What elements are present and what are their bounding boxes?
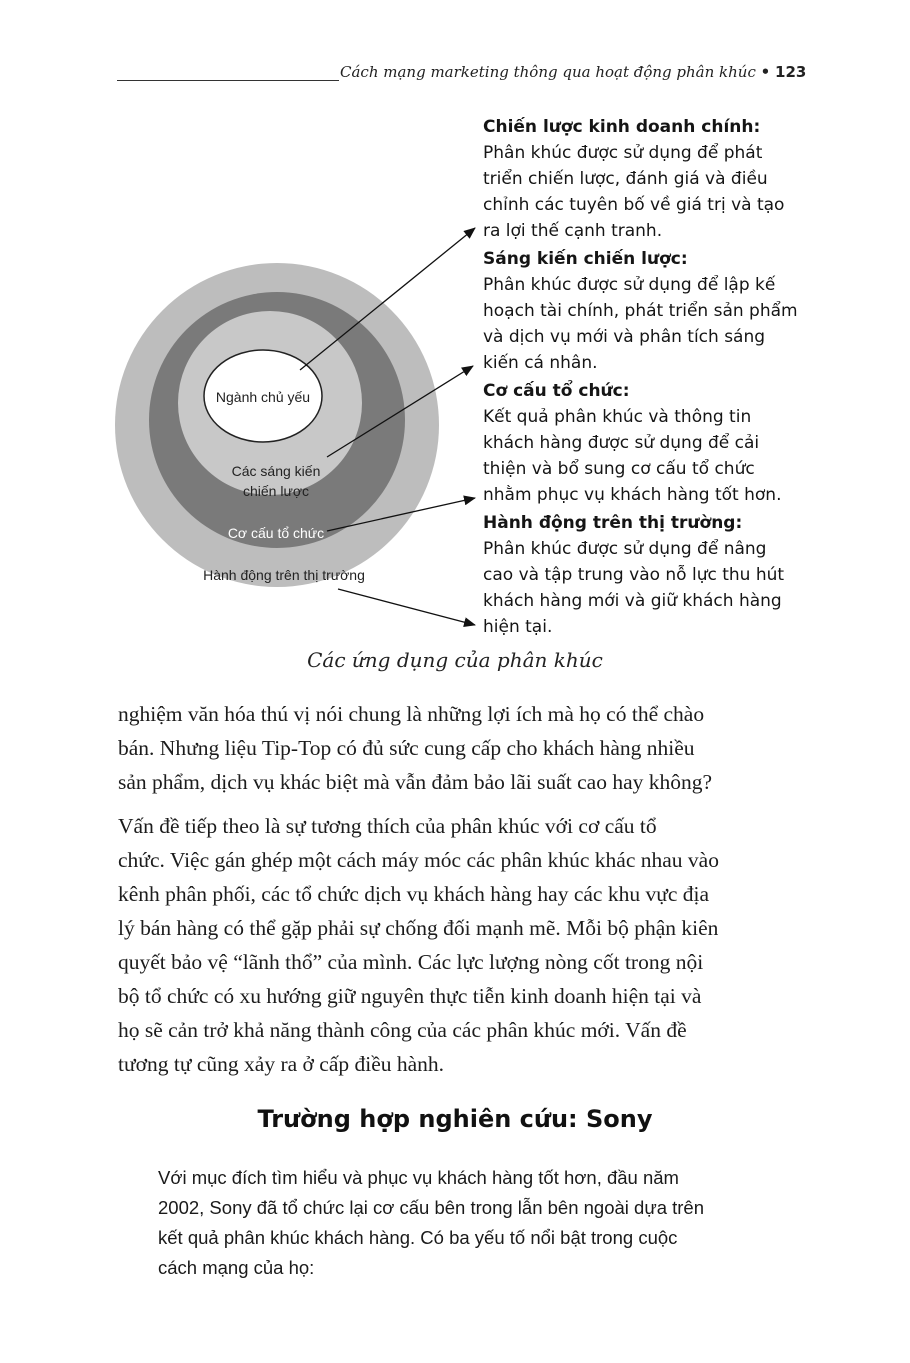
figure-caption: Các ứng dụng của phân khúc xyxy=(307,648,603,672)
desc-body: Phân khúc được sử dụng để nâng cao và tập trung vào nỗ lực thu hút khách hàng mới và giữ khách hàng hiện tại. xyxy=(483,539,785,637)
desc-core-business xyxy=(483,114,803,244)
label-strategic-initiatives-line1: Các sáng kiến xyxy=(231,463,321,479)
case-study-title: Trường hợp nghiên cứu: Sony xyxy=(257,1105,653,1133)
desc-title: Sáng kiến chiến lược: xyxy=(483,249,688,269)
label-strategic-initiatives-line2: chiến lược xyxy=(242,483,310,499)
page-number: 123 xyxy=(775,63,807,81)
body-paragraph-2: Vấn đề tiếp theo là sự tương thích của phân khúc với cơ cấu tổ chức. Việc gán ghép một cách máy móc các phân khúc khác nhau vào kênh phân phối, các tổ chức dịch vụ khách hàng hay các khu vực địa lý bán hàng có thể gặp phải sự chống đối mạnh mẽ. Mỗi bộ phận kiên quyết bảo vệ “lãnh thổ” của mình. Các lực lượng nòng cốt trong nội bộ tổ chức có xu hướng giữ nguyên thực tiễn kinh doanh hiện tại và họ sẽ cản trở khả năng thành công của các phân khúc mới. Vấn đề tương tự cũng xảy ra ở cấp điều hành. xyxy=(118,814,719,1076)
desc-body: Phân khúc được sử dụng để lập kế hoạch tài chính, phát triển sản phẩm và dịch vụ mới và phân tích sáng kiến cá nhân. xyxy=(483,275,798,373)
running-header xyxy=(340,63,806,81)
desc-title: Hành động trên thị trường: xyxy=(483,513,743,533)
header-rule xyxy=(117,80,339,81)
label-organization-structure: Cơ cấu tổ chức xyxy=(227,525,325,541)
desc-title: Cơ cấu tổ chức: xyxy=(483,381,630,401)
desc-body: Kết quả phân khúc và thông tin khách hàng được sử dụng để cải thiện và bổ sung cơ cấu tổ chức nhằm phục vụ khách hàng tốt hơn. xyxy=(483,407,782,505)
label-market-actions: Hành động trên thị trường xyxy=(203,567,365,583)
arrow-market-actions xyxy=(338,589,475,625)
header-bullet: • xyxy=(760,63,771,81)
running-header-title: Cách mạng marketing thông qua hoạt động phân khúc xyxy=(340,63,756,81)
desc-organization-structure xyxy=(483,378,803,508)
desc-market-actions xyxy=(483,510,803,640)
desc-strategic-initiatives xyxy=(483,246,803,376)
label-core-business: Ngành chủ yếu xyxy=(215,389,311,405)
body-paragraph-1: nghiệm văn hóa thú vị nói chung là những lợi ích mà họ có thể chào bán. Nhưng liệu Tip-Top có đủ sức cung cấp cho khách hàng nhiều sản phẩm, dịch vụ khác biệt mà vẫn đảm bảo lãi suất cao hay không? xyxy=(118,702,713,794)
case-study-text: Với mục đích tìm hiểu và phục vụ khách hàng tốt hơn, đầu năm 2002, Sony đã tổ chức lại cơ cấu bên trong lẫn bên ngoài dựa trên kết quả phân khúc khách hàng. Có ba yếu tố nổi bật trong cuộc cách mạng của họ: xyxy=(158,1167,705,1278)
desc-title: Chiến lược kinh doanh chính: xyxy=(483,117,761,137)
desc-body: Phân khúc được sử dụng để phát triển chiến lược, đánh giá và điều chỉnh các tuyên bố về giá trị và tạo ra lợi thế cạnh tranh. xyxy=(483,143,785,241)
